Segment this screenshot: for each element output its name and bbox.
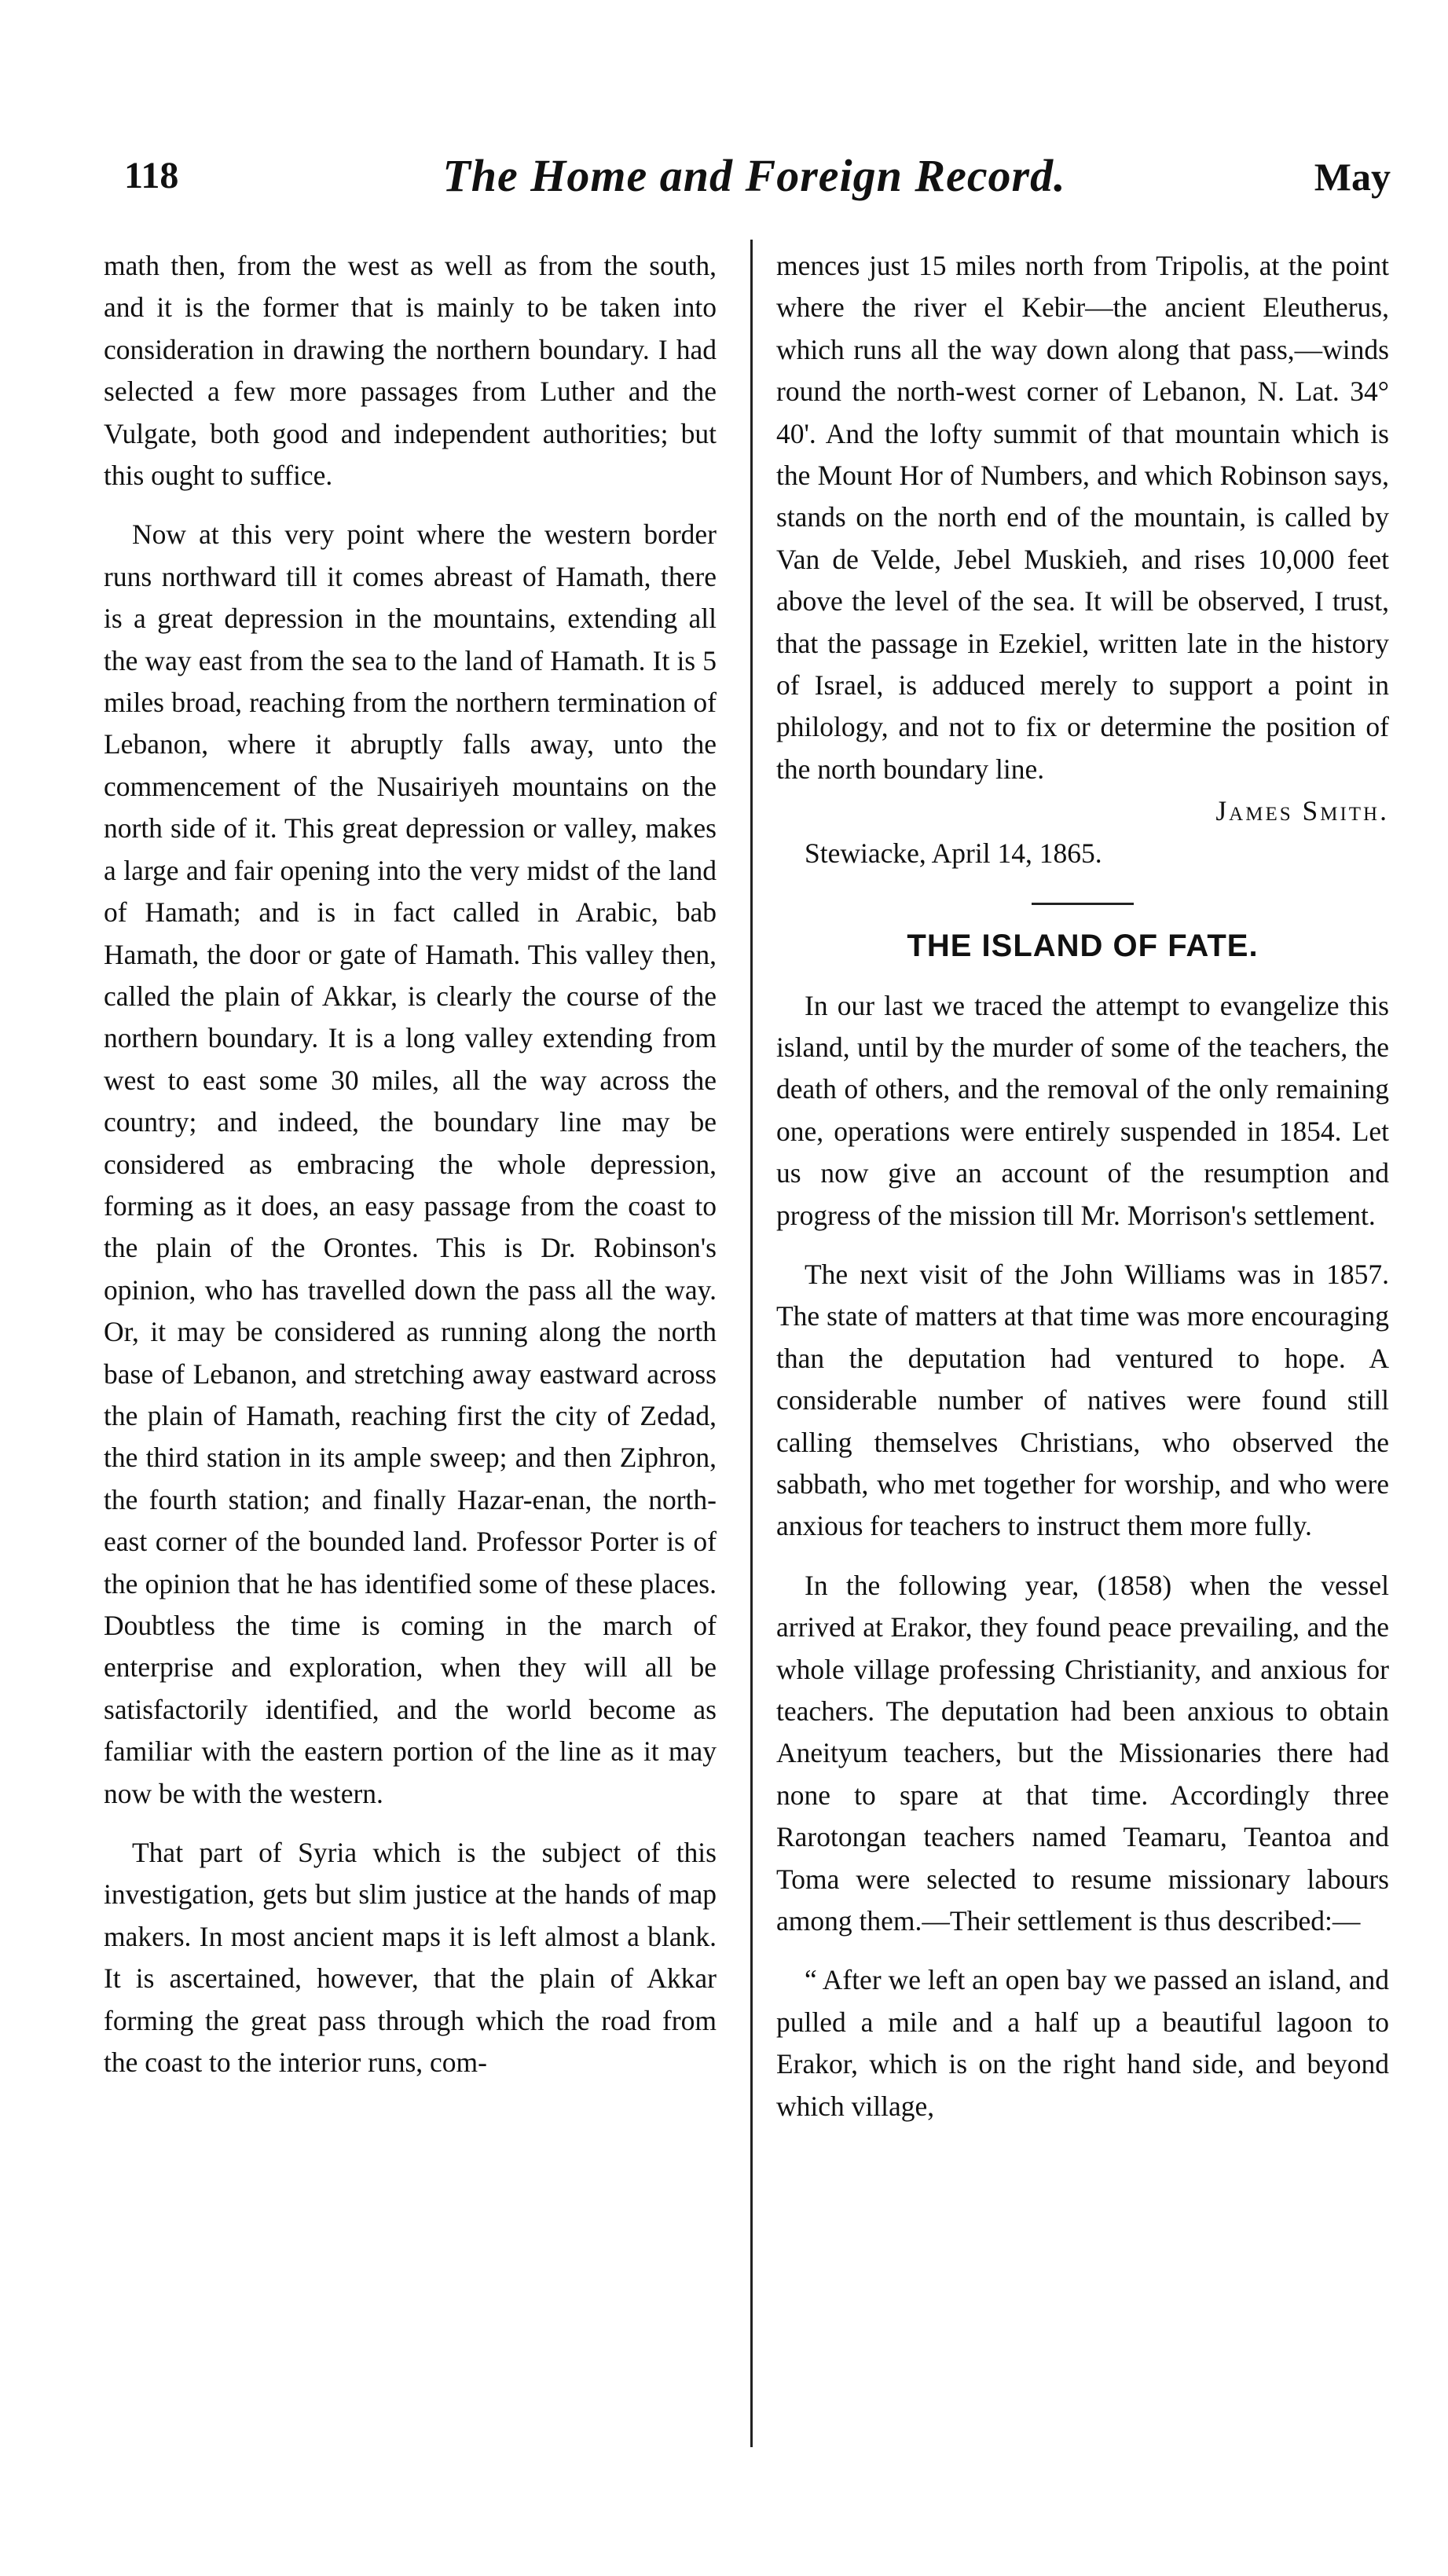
right-column xyxy=(776,245,1389,2127)
running-title: The Home and Foreign Record. xyxy=(442,150,1066,201)
right-continuation: mences just 15 miles north from Tripolis, at the point where the river el Kebir—the ancient Eleutherus, which runs all the way down along that pass,—winds round the north-west corner of Lebanon, N. Lat. 34° 40'. And the lofty summit of that mountain which is the Mount Hor of Numbers, and which Robinson says, stands on the north end of the mountain, is called by Van de Velde, Jebel Muskieh, and rises 10,000 feet above the level of the sea. It will be observed, I trust, that the passage in Ezekiel, written late in the history of Israel, is adduced merely to support a point in philology, and not to fix or determine the position of the north boundary line. xyxy=(776,250,1389,785)
left-paragraph: Now at this very point where the western border runs northward till it comes abreast of Hamath, there is a great depression in the mountains, extending all the way east from the sea to the land of Hamath. It is 5 miles broad, reaching from the northern termination of Lebanon, where it abruptly falls away, unto the commencement of the Nusairiyeh mountains on the north side of it. This great depression or valley, makes a large and fair opening into the very midst of the land of Hamath; and is in fact called in Arabic, bab Hamath, the door or gate of Hamath. This valley then, called the plain of Akkar, is clearly the course of the northern boundary. It is a long valley extending from west to east some 30 miles, all the way across the country; and indeed, the boundary line may be considered as embracing the whole depression, forming as it does, an easy passage from the coast to the plain of the Orontes. This is Dr. Robinson's opinion, who has travelled down the pass all the way. Or, it may be considered as running along the north base of Lebanon, and stretching away eastward across the plain of Hamath, reaching first the city of Zedad, the third station in its ample sweep; and then Ziphron, the fourth station; and finally Hazar-enan, the north-east corner of the bounded land. Professor Porter is of the opinion that he has identified some of these places. Doubtless the time is coming in the march of enterprise and exploration, when they will all be satisfactorily identified, and the world become as familiar with the eastern portion of the line as it may now be with the western. xyxy=(104,518,717,1809)
article-paragraph: The next visit of the John Williams was in 1857. The state of matters at that time was more encouraging than the deputation had ventured to hope. A considerable number of natives were found still calling themselves Christians, who observed the sabbath, who met together for worship, and who were anxious for teachers to instruct them more fully. xyxy=(776,1258,1389,1542)
left-paragraph: That part of Syria which is the subject of this investigation, gets but slim justice at the hands of map makers. In most ancient maps it is left almost a blank. It is ascertained, however, that the plain of Akkar forming the great pass through which the road from the coast to the interior runs, com- xyxy=(104,1837,717,2079)
article-paragraph: In our last we traced the attempt to evangelize this island, until by the murder of some of the teachers, the death of others, and the removal of the only remaining one, operations were entirely suspended in 1854. Let us now give an account of the resumption and progress of the mission till Mr. Morrison's settlement. xyxy=(776,989,1389,1231)
column-divider xyxy=(750,240,753,2447)
page-number: 118 xyxy=(124,155,179,196)
section-rule xyxy=(1032,903,1134,905)
article-paragraph: “ After we left an open bay we passed an island, and pulled a mile and a half up a beautiful lagoon to Erakor, which is on the right hand side, and beyond which village, xyxy=(776,1964,1389,2122)
page-header xyxy=(118,150,1391,225)
article-paragraph: In the following year, (1858) when the vessel arrived at Erakor, they found peace prevailing, and the whole village professing Christianity, and anxious for teachers. The deputation had been anxious to obtain Aneityum teachers, but the Missionaries there had none to spare at that time. Accordingly three Rarotongan teachers named Teamaru, Teantoa and Toma were selected to resume missionary labours among them.—Their settlement is thus described:— xyxy=(776,1569,1389,1937)
article-title: THE ISLAND OF FATE. xyxy=(907,929,1259,964)
running-month: May xyxy=(1314,155,1391,199)
left-paragraph: math then, from the west as well as from the south, and it is the former that is mainly to be taken into consideration in drawing the northern boundary. I had selected a few more passages from Luther and the Vulgate, both good and independent authorities; but this ought to suffice. xyxy=(104,250,717,492)
left-column xyxy=(104,245,717,2083)
author-signature: James Smith. xyxy=(1215,795,1389,827)
place-date: Stewiacke, April 14, 1865. xyxy=(805,837,1102,869)
